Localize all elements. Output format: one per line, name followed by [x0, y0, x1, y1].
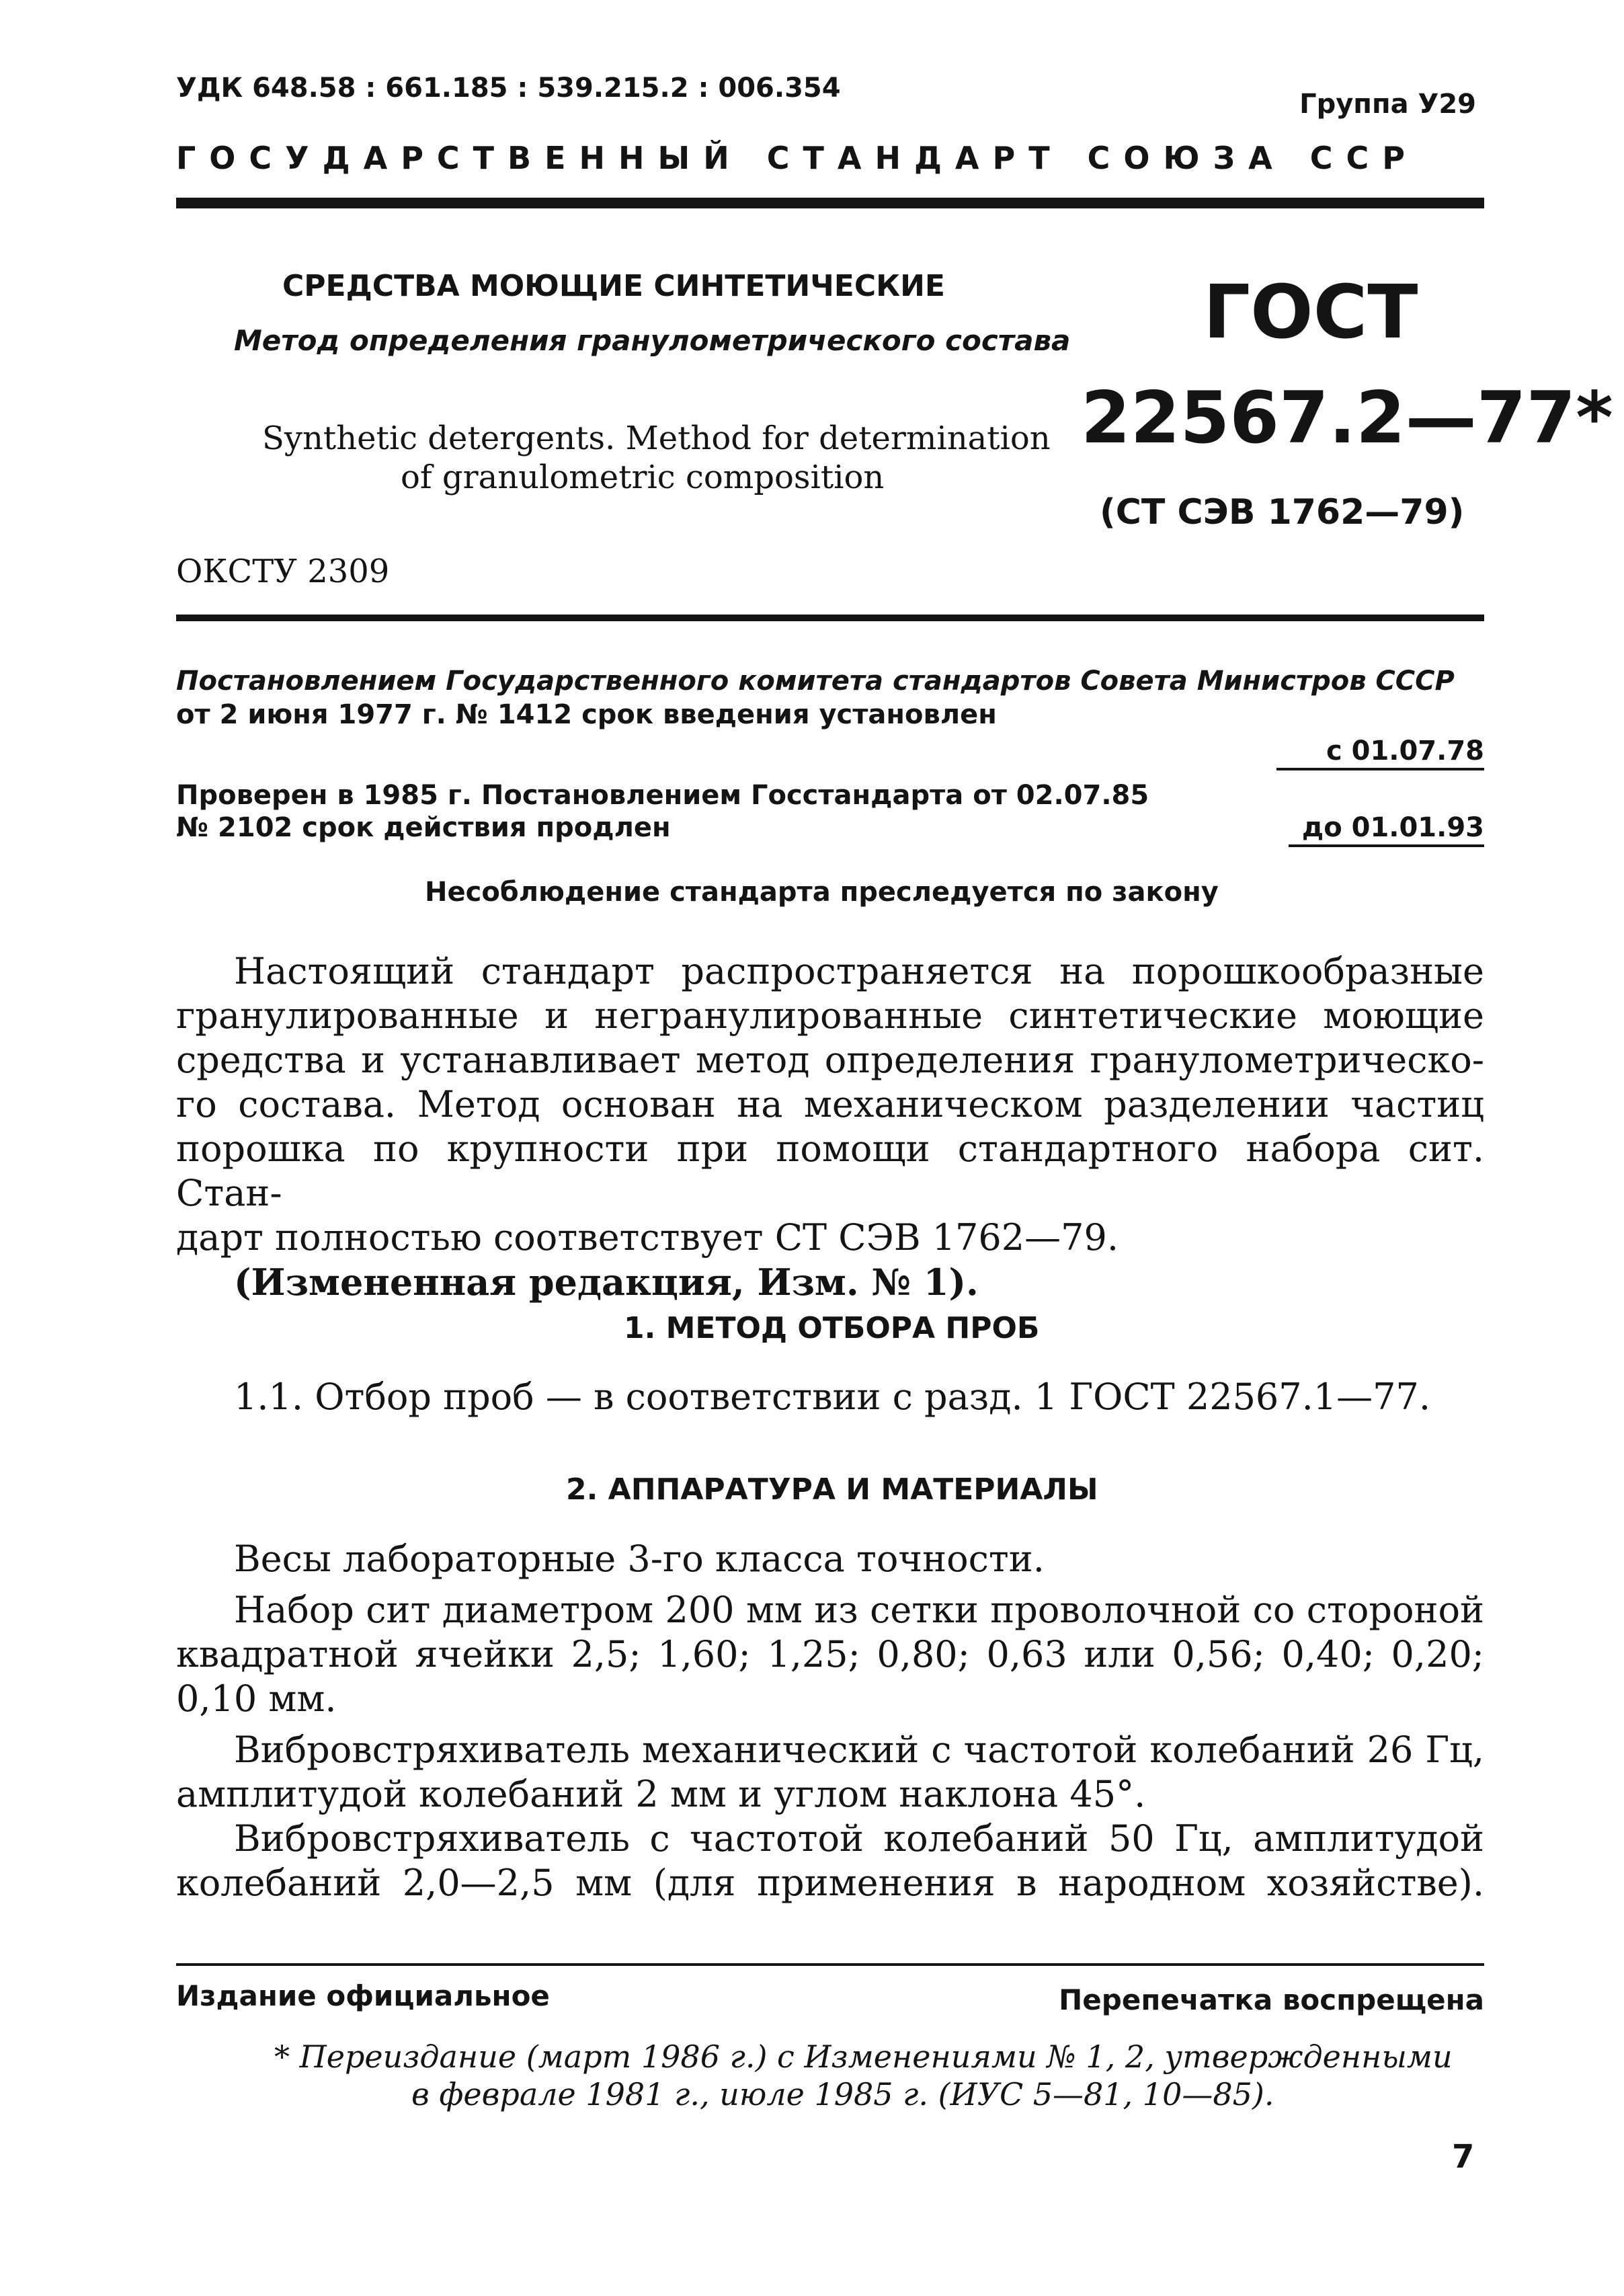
okstu-code: ОКСТУ 2309 [176, 553, 390, 590]
checked-line2: № 2102 срок действия продлен [176, 812, 671, 843]
intro-line: дарт полностью соответствует СТ СЭВ 1762—79. [176, 1216, 1119, 1259]
decree-line1: Постановлением Государственного комитета стандартов Совета Министров СССР [176, 666, 1455, 697]
intro-line: гранулированные и негранулированные синтетические моющие [176, 994, 1484, 1037]
date-effective: с 01.07.78 [1276, 736, 1484, 770]
shaker2-line: Вибровстряхиватель с частотой колебаний 50 Гц, амплитудой [234, 1817, 1484, 1860]
shaker1-line: Вибровстряхиватель механический с частотой колебаний 26 Гц, [234, 1729, 1484, 1771]
scales-paragraph: Весы лабораторные 3-го класса точности. [234, 1538, 1045, 1580]
st-sev-number: (СТ СЭВ 1762—79) [1100, 492, 1465, 532]
no-reprint: Перепечатка воспрещена [1059, 1983, 1484, 2016]
shaker2-line: колебаний 2,0—2,5 мм (для применения в народном хозяйстве). [176, 1862, 1484, 1904]
subtitle-ru: Метод определения гранулометрического состава [234, 324, 1071, 357]
state-standard-text: ГОСУДАРСТВЕННЫЙ СТАНДАРТ СОЮЗА ССР [176, 140, 1419, 176]
section2-heading: 2. АППАРАТУРА И МАТЕРИАЛЫ [566, 1472, 1098, 1507]
shaker1-line: амплитудой колебаний 2 мм и углом наклона 45°. [176, 1773, 1146, 1815]
reissue-note-line2: в феврале 1981 г., июле 1985 г. (ИУС 5—81, 10—85). [411, 2076, 1274, 2112]
udk-code: УДК 648.58 : 661.185 : 539.215.2 : 006.354 [176, 73, 841, 104]
title-rule [176, 615, 1484, 621]
section1-text: 1.1. Отбор проб — в соответствии с разд. 1 ГОСТ 22567.1—77. [234, 1376, 1431, 1418]
gost-label: ГОСТ [1203, 269, 1418, 355]
checked-line1: Проверен в 1985 г. Постановлением Госстандарта от 02.07.85 [176, 780, 1149, 811]
intro-line: Настоящий стандарт распространяется на порошкообразные [234, 950, 1484, 992]
header-rule [176, 198, 1484, 208]
law-warning: Несоблюдение стандарта преследуется по закону [425, 877, 1219, 908]
date-extended: до 01.01.93 [1289, 812, 1484, 847]
intro-line: средства и устанавливает метод определения гранулометрическо- [176, 1039, 1484, 1081]
sieve-line: Набор сит диаметром 200 мм из сетки проволочной со стороной [234, 1589, 1484, 1631]
section1-heading: 1. МЕТОД ОТБОРА ПРОБ [624, 1311, 1040, 1345]
amendment-note: (Измененная редакция, Изм. № 1). [234, 1261, 979, 1304]
intro-paragraph [176, 949, 1484, 1304]
intro-line: порошка по крупности при помощи стандартного набора сит. Стан- [176, 1127, 1484, 1214]
title-en-line2: of granulometric composition [401, 459, 885, 496]
section2-body [176, 1537, 1484, 1905]
sieve-line: квадратной ячейки 2,5; 1,60; 1,25; 0,80; 0,63 или 0,56; 0,40; 0,20; [176, 1633, 1484, 1675]
decree-line2: от 2 июня 1977 г. № 1412 срок введения установлен [176, 699, 997, 730]
group-code: Группа У29 [1299, 89, 1476, 120]
official-edition: Издание официальное [176, 1979, 550, 2012]
intro-line: го состава. Метод основан на механическом разделении частиц [176, 1083, 1484, 1125]
footer-rule [176, 1963, 1484, 1966]
sieve-line: 0,10 мм. [176, 1677, 337, 1720]
gost-number: 22567.2—77* [1081, 377, 1613, 459]
title-ru: СРЕДСТВА МОЮЩИЕ СИНТЕТИЧЕСКИЕ [282, 269, 945, 303]
title-en-line1: Synthetic detergents. Method for determination [262, 420, 1051, 457]
page-number: 7 [1452, 2138, 1475, 2176]
reissue-note-line1: * Переиздание (март 1986 г.) с Изменениями № 1, 2, утвержденными [274, 2038, 1453, 2075]
state-standard-header [176, 140, 1484, 176]
